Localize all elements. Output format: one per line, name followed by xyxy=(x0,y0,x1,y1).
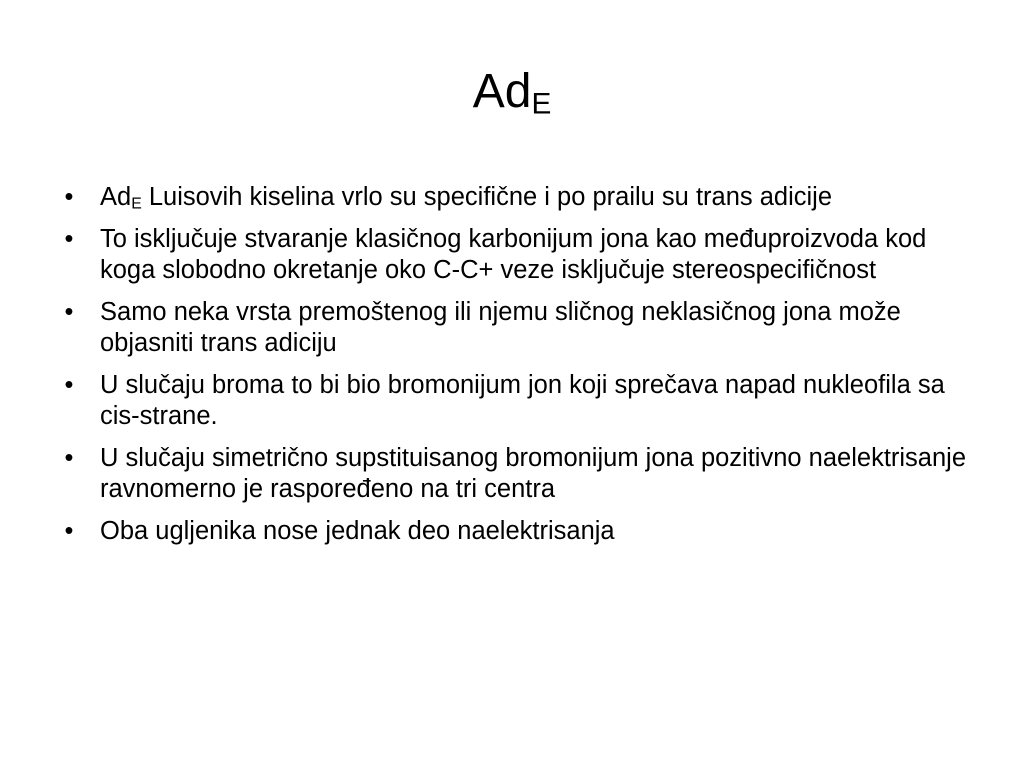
slide-title xyxy=(0,62,1024,122)
bullet-subscript: E xyxy=(131,195,142,213)
bullet-item-5 xyxy=(56,443,968,505)
bullet-dot-icon: • xyxy=(64,444,74,472)
bullet-dot-icon: • xyxy=(64,183,74,211)
title-subscript: E xyxy=(531,87,552,121)
bullet-dot-icon: • xyxy=(64,371,74,399)
bullet-item-1 xyxy=(56,182,968,213)
bullet-item-3 xyxy=(56,297,968,359)
bullet-text-5: U slučaju simetrično supstituisanog bromonijum jona pozitivno naelektrisanje ravnomerno je raspoređeno na tri centra xyxy=(100,444,967,503)
bullet-dot-icon: • xyxy=(64,225,74,253)
bullet-text-2: To isključuje stvaranje klasičnog karbonijum jona kao međuproizvoda kod koga slobodno okretanje oko C-C+ veze isključuje stereospecifičnost xyxy=(100,225,927,284)
bullet-dot-icon: • xyxy=(64,298,74,326)
bullet-text-1 xyxy=(100,182,968,213)
bullet-list xyxy=(56,182,968,558)
bullet-text-3: Samo neka vrsta premoštenog ili njemu sličnog neklasičnog jona može objasniti trans adiciju xyxy=(100,298,901,357)
bullet-item-2 xyxy=(56,224,968,286)
bullet-item-4 xyxy=(56,370,968,432)
title-main: Ad xyxy=(472,65,532,118)
bullet-dot-icon: • xyxy=(64,517,74,545)
bullet-body: Luisovih kiselina vrlo su specifične i po prailu su trans adicije xyxy=(141,183,833,211)
bullet-item-6 xyxy=(56,516,968,547)
bullet-text-4: U slučaju broma to bi bio bromonijum jon koji sprečava napad nukleofila sa cis-strane. xyxy=(100,371,945,430)
bullet-prefix: Ad xyxy=(100,183,132,211)
bullet-text-6: Oba ugljenika nose jednak deo naelektrisanja xyxy=(100,517,615,545)
